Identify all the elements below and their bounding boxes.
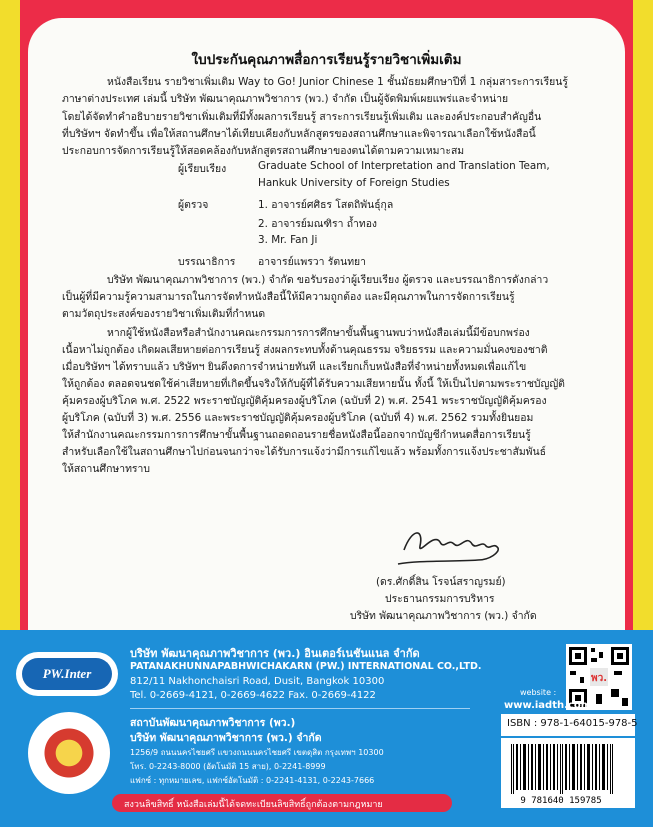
endorsement-line: ตามวัตถุประสงค์ของรายวิชาเพิ่มเติมที่กำหนด (62, 308, 266, 320)
copyright-banner (112, 794, 452, 812)
handwritten-signature (390, 520, 520, 570)
editor-label: บรรณาธิการ (178, 256, 236, 268)
barcode-digits: 9 781640 159785 (520, 796, 602, 806)
intl-address: 812/11 Nakhonchaisri Road, Dusit, Bangkok 10300 (130, 676, 385, 687)
intro-line: ที่บริษัทฯ จัดทำขึ้น เพื่อให้สถานศึกษาได้เทียบเคียงกับหลักสูตรของสถานศึกษาและพิจารณาเลือกใช้หนังสือนี้ (62, 128, 536, 140)
website-label: website : (520, 688, 557, 697)
isbn-box (501, 714, 638, 736)
intl-company-th: บริษัท พัฒนาคุณภาพวิชาการ (พว.) อินเตอร์เนชันแนล จำกัด (130, 647, 420, 660)
intro-line: ภาษาต่างประเทศ เล่มนี้ บริษัท พัฒนาคุณภาพวิชาการ (พว.) จำกัด เป็นผู้จัดพิมพ์เผยแพร่และจำหน่าย (62, 93, 509, 105)
publisher-footer (0, 630, 653, 827)
barcode (501, 738, 635, 808)
institute-name: สถาบันพัฒนาคุณภาพวิชาการ (พว.) (130, 717, 296, 729)
endorsement-line: เป็นผู้ที่มีความรู้ความสามารถในการจัดทำหนังสือนี้ให้มีความถูกต้อง และมีคุณภาพในการจัดการเรียนรู้ (62, 291, 515, 303)
intl-phone: Tel. 0-2669-4121, 0-2669-4622 Fax. 0-2669-4122 (130, 690, 376, 701)
isbn-number: ISBN : 978-1-64015-978-5 (507, 718, 638, 729)
author-label: ผู้เรียบเรียง (178, 163, 227, 175)
liability-line: ให้ถูกต้อง ตลอดจนชดใช้ค่าเสียหายที่เกิดขึ้นจริงให้กับผู้ที่ได้รับความเสียหายนั้น ทั้งนี้ ให้เป็นไปตามพระราชบัญญัติ (62, 378, 565, 390)
endorsement-line: บริษัท พัฒนาคุณภาพวิชาการ (พว.) จำกัด ขอรับรองว่าผู้เรียบเรียง ผู้ตรวจ และบรรณาธิการดังกล่าว (107, 274, 549, 286)
author-line: Hankuk University of Foreign Studies (258, 177, 450, 189)
signer-name: (ดร.ศักดิ์สิน โรจน์สราญรมย์) (376, 576, 506, 588)
signer-title: ประธานกรรมการบริหาร (385, 593, 495, 605)
copyright-text: สงวนลิขสิทธิ์ หนังสือเล่มนี้ได้จดทะเบียนลิขสิทธิ์ถูกต้องตามกฎหมาย (124, 800, 383, 810)
company-phone: โทร. 0-2243-8000 (อัตโนมัติ 15 สาย), 0-2241-8999 (130, 762, 326, 771)
barcode-bars (501, 738, 635, 808)
reviewer-item: 2. อาจารย์มณฑิรา ถ้ำทอง (258, 218, 378, 230)
reviewer-item: 3. Mr. Fan Ji (258, 234, 318, 246)
certificate-title: ใบประกันคุณภาพสื่อการเรียนรู้รายวิชาเพิ่มเติม (191, 52, 462, 68)
intro-line: โดยได้จัดทำคำอธิบายรายวิชาเพิ่มเติมที่มีทั้งผลการเรียนรู้ สาระการเรียนรู้เพิ่มเติม และองค์ประกอบสำคัญอื่น (62, 111, 542, 123)
liability-line: เนื้อหาไม่ถูกต้อง เกิดผลเสียหายต่อการเรียนรู้ ส่งผลกระทบทั้งด้านคุณธรรม จริยธรรม และความมั่นคงของชาติ (62, 344, 548, 356)
company-fax: แฟกซ์ : ทุกหมายเลข, แฟกซ์อัตโนมัติ : 0-2241-4131, 0-2243-7666 (130, 776, 375, 785)
signer-company: บริษัท พัฒนาคุณภาพวิชาการ (พว.) จำกัด (350, 610, 537, 622)
institute-crest-logo (28, 712, 110, 794)
author-line: Graduate School of Interpretation and Translation Team, (258, 160, 550, 172)
pw-inter-logo (16, 652, 118, 696)
company-name: บริษัท พัฒนาคุณภาพวิชาการ (พว.) จำกัด (130, 732, 322, 744)
intro-line: หนังสือเรียน รายวิชาเพิ่มเติม Way to Go! Junior Chinese 1 ชั้นมัธยมศึกษาปีที่ 1 กลุ่มสาระการเรียนรู้ (107, 76, 568, 88)
liability-line: คุ้มครองผู้บริโภค พ.ศ. 2522 พระราชบัญญัติคุ้มครองผู้บริโภค (ฉบับที่ 2) พ.ศ. 2541 พระราชบัญญัติคุ้มครอง (62, 395, 547, 407)
website-link[interactable]: www.iadth.com (504, 700, 592, 711)
liability-line: ผู้บริโภค (ฉบับที่ 3) พ.ศ. 2556 และพระราชบัญญัติคุ้มครองผู้บริโภค (ฉบับที่ 4) พ.ศ. 2562 รวมทั้งยินยอม (62, 412, 534, 424)
divider (130, 708, 470, 709)
editor-name: อาจารย์แพรวา รัตนทยา (258, 256, 366, 268)
reviewer-item: 1. อาจารย์ศศิธร โสตถิพันธุ์กุล (258, 199, 394, 211)
intl-company-en: PATANAKHUNNAPABHWICHAKARN (PW.) INTERNATIONAL CO.,LTD. (130, 661, 482, 672)
liability-line: ให้สำนักงานคณะกรรมการการศึกษาขั้นพื้นฐานถอดถอนรายชื่อหนังสือนี้ออกจากบัญชีกำหนดสื่อการเรียนรู้ (62, 429, 531, 441)
company-address: 1256/9 ถนนนครไชยศรี แขวงถนนนครไชยศรี เขตดุสิต กรุงเทพฯ 10300 (130, 748, 384, 757)
liability-line: ให้สถานศึกษาทราบ (62, 463, 150, 475)
qr-center-label: พว. (590, 673, 608, 684)
reviewer-label: ผู้ตรวจ (178, 199, 209, 211)
logo-text: PW.Inter (22, 658, 112, 690)
liability-line: เมื่อบริษัทฯ ได้ทราบแล้ว บริษัทฯ ยินดีงดการจำหน่ายทันที และเรียกเก็บหนังสือที่จำหน่ายทั้งหมดเพื่อแก้ไข (62, 361, 527, 373)
liability-line: สำหรับเลือกใช้ในสถานศึกษาไปก่อนจนกว่าจะได้รับการแจ้งว่ามีการแก้ไขแล้ว พร้อมทั้งการแจ้งประชาสัมพันธ์ (62, 446, 546, 458)
liability-line: หากผู้ใช้หนังสือหรือสำนักงานคณะกรรมการการศึกษาขั้นพื้นฐานพบว่าหนังสือเล่มนี้มีข้อบกพร่อง (107, 327, 530, 339)
intro-line: ประกอบการจัดการเรียนรู้ให้สอดคล้องกับหลักสูตรสถานศึกษาของตนได้ตามความเหมาะสม (62, 145, 465, 157)
